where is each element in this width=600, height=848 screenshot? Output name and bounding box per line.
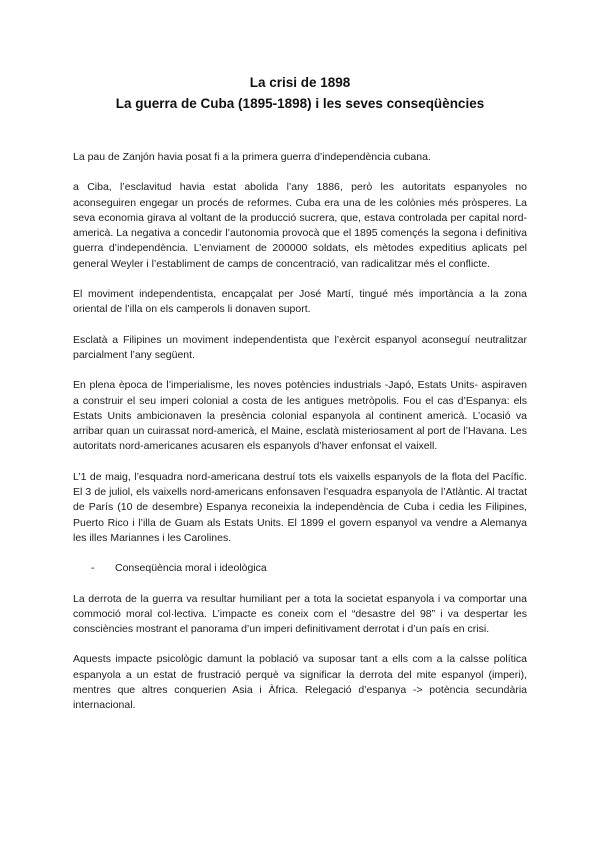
paragraph: El moviment independentista, encapçalat per José Martí, tingué més importància a la zona oriental de l’illa on els camperols li donaven suport. [73, 288, 527, 316]
paragraph: La derrota de la guerra va resultar humiliant per a tota la societat espanyola i va comportar una commoció moral col·lectiva. L’impacte es coneix com el “desastre del 98” i va despertar les consciències mostrant el panorama d’un imperi definitivament derrotat i d’un país en crisi. [73, 592, 527, 636]
paragraph: a Ciba, l’esclavitud havia estat abolida l’any 1886, però les autoritats espanyoles no aconseguiren engegar un procés de reformes. Cuba era una de les colònies més pròsperes. La seva economia girava al voltant de la producció sucrera, que, estava controlada per capital nord-americà. La negativa a concedir l’autonomia provocà que el 1895 començés la segona i definitiva guerra d’independència. L’enviament de 200000 soldats, els mètodes expeditius aplicats pel general Weyler i l’establiment de camps de concentració, van radicalitzar més el conflicte. [73, 181, 527, 270]
section-heading: Conseqüència moral i ideològica [115, 562, 267, 575]
paragraph: Aquests impacte psicològic damunt la població va suposar tant a ells com a la calsse política espanyola a un estat de frustració perquè va significar la derrota del mite espanyol (imperi), mentres que altres conquerien Asia i Àfrica. Relegació d’espanya -> potència secundària internacional. [73, 653, 527, 712]
title-block [0, 72, 600, 114]
bullet-dash: - [91, 562, 95, 575]
section-bullet [91, 561, 527, 576]
paragraph: La pau de Zanjón havia posat fi a la primera guerra d’independència cubana. [73, 151, 431, 163]
document-subtitle: La guerra de Cuba (1895-1898) i les seves conseqüències [115, 96, 485, 111]
paragraph: L’1 de maig, l’esquadra nord-americana destruí tots els vaixells espanyols de la flota del Pacífic. El 3 de juliol, els vaixells nord-americans enfonsaven l’esquadra espanyola de l’Atlàntic. Al tractat de París (10 de desembre) Espanya reconeixia la independència de Cuba i cedia les Filipines, Puerto Rico i l’illa de Guam als Estats Units. El 1899 el govern espanyol va vendre a Alemanya les illes Mariannes i les Carolines. [73, 470, 527, 544]
paragraph: Esclatà a Filipines un moviment independentista que l’exèrcit espanyol aconseguí neutralitzar parcialment l’any següent. [73, 333, 527, 361]
document-title: La crisi de 1898 [249, 75, 351, 90]
body-text [73, 150, 527, 729]
paragraph: En plena època de l’imperialisme, les noves potències industrials -Japó, Estats Units- aspiraven a construir el seu imperi colonial a costa de les antigues metròpolis. Fou el cas d’Espanya: els Estats Units ambicionaven la presència colonial espanyola al continent americà. L’ocasió va arribar quan un cuirassat nord-americà, el Maine, esclatà misteriosament al port de l’Havana. Les autoritats nord-americanes acusaren els espanyols d’haver enfonsat el vaixell. [73, 379, 527, 453]
